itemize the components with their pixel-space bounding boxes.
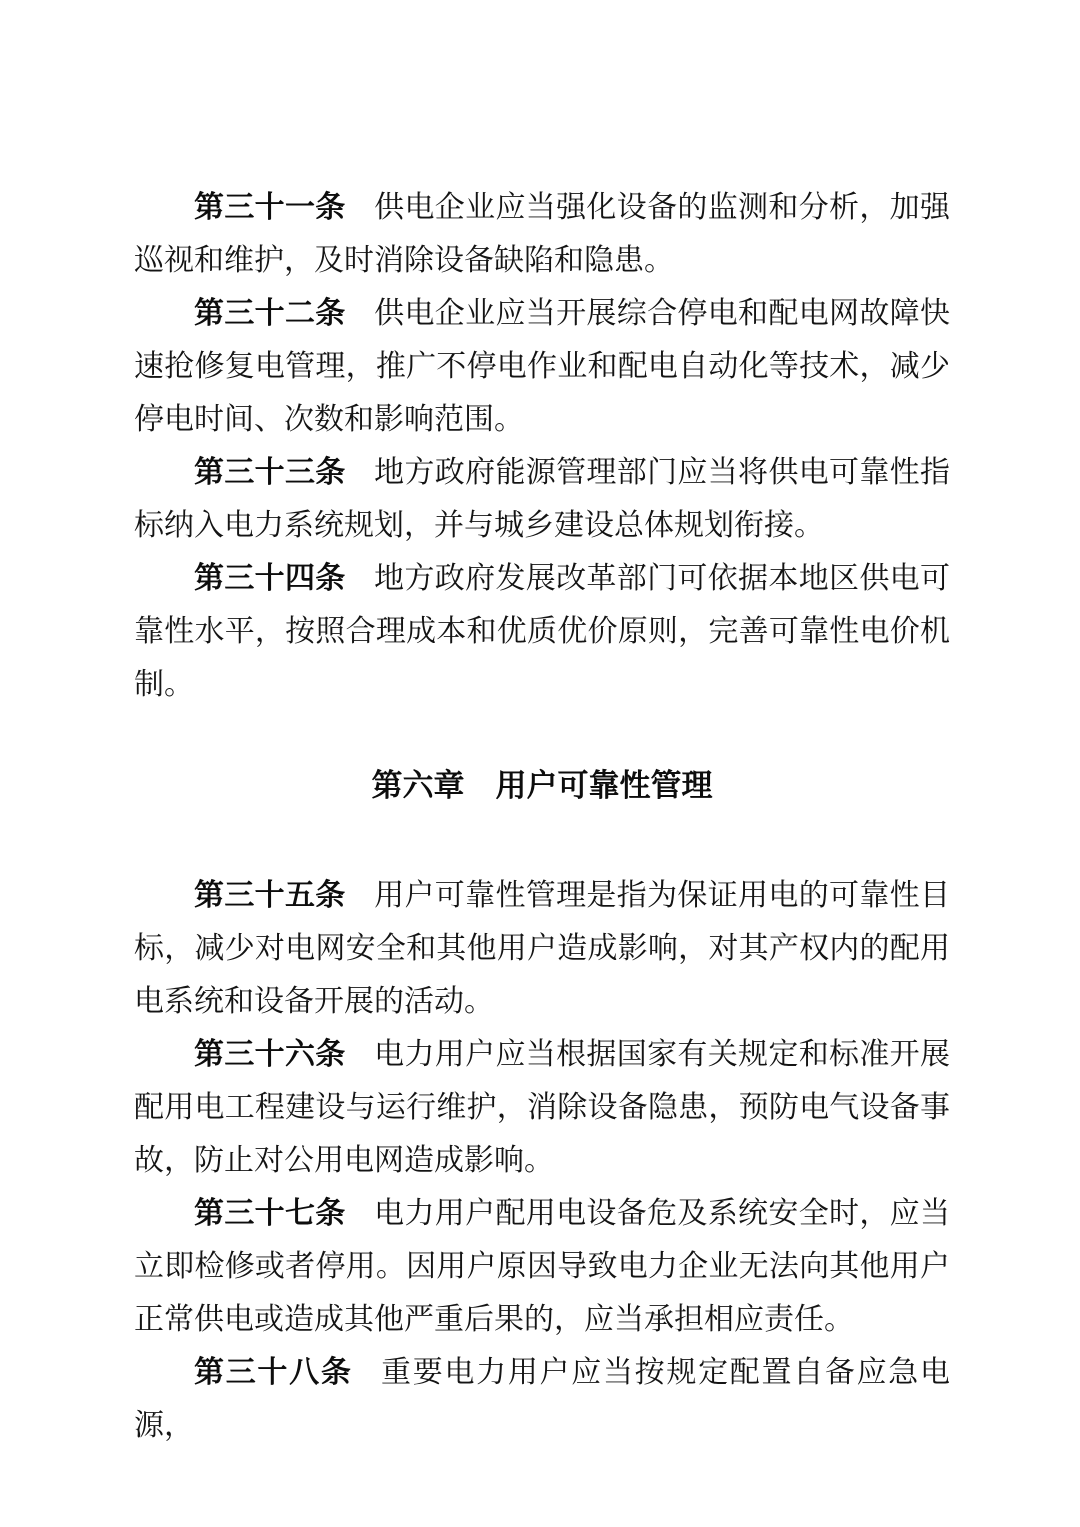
article-text: 电力用户配用电设备危及系统安全时，应当立即检修或者停用。因用户原因导致电力企业无法向其他用户正常供电或造成其他严重后果的，应当承担相应责任。 [134, 1197, 951, 1336]
article-paragraph [134, 552, 950, 711]
article-paragraph [134, 181, 950, 287]
article-number: 第三十六条 [194, 1038, 346, 1071]
article-paragraph [134, 1028, 950, 1187]
article-number: 第三十五条 [194, 879, 346, 912]
chapter-title: 用户可靠性管理 [495, 768, 713, 803]
article-number: 第三十一条 [194, 191, 346, 224]
chapter-label: 第六章 [371, 768, 465, 803]
article-text: 地方政府能源管理部门应当将供电可靠性指标纳入电力系统规划，并与城乡建设总体规划衔接。 [134, 456, 951, 542]
article-paragraph [134, 1346, 950, 1452]
article-paragraph [134, 287, 950, 446]
article-number: 第三十四条 [194, 562, 346, 595]
article-paragraph [134, 446, 950, 552]
article-text: 重要电力用户应当按规定配置自备应急电源， [134, 1356, 951, 1442]
article-number: 第三十七条 [194, 1197, 346, 1230]
article-paragraph [134, 1187, 950, 1346]
article-text: 供电企业应当开展综合停电和配电网故障快速抢修复电管理，推广不停电作业和配电自动化等技术，减少停电时间、次数和影响范围。 [134, 297, 951, 436]
article-text: 电力用户应当根据国家有关规定和标准开展配用电工程建设与运行维护，消除设备隐患，预防电气设备事故，防止对公用电网造成影响。 [134, 1038, 951, 1177]
document-content [134, 181, 950, 1452]
article-text: 用户可靠性管理是指为保证用电的可靠性目标，减少对电网安全和其他用户造成影响，对其产权内的配用电系统和设备开展的活动。 [134, 879, 951, 1018]
chapter-heading [134, 759, 950, 812]
article-number: 第三十八条 [194, 1356, 353, 1389]
article-number: 第三十二条 [194, 297, 346, 330]
article-text: 供电企业应当强化设备的监测和分析，加强巡视和维护，及时消除设备缺陷和隐患。 [134, 191, 951, 277]
article-paragraph [134, 869, 950, 1028]
article-number: 第三十三条 [194, 456, 346, 489]
article-text: 地方政府发展改革部门可依据本地区供电可靠性水平，按照合理成本和优质优价原则，完善可靠性电价机制。 [134, 562, 951, 701]
